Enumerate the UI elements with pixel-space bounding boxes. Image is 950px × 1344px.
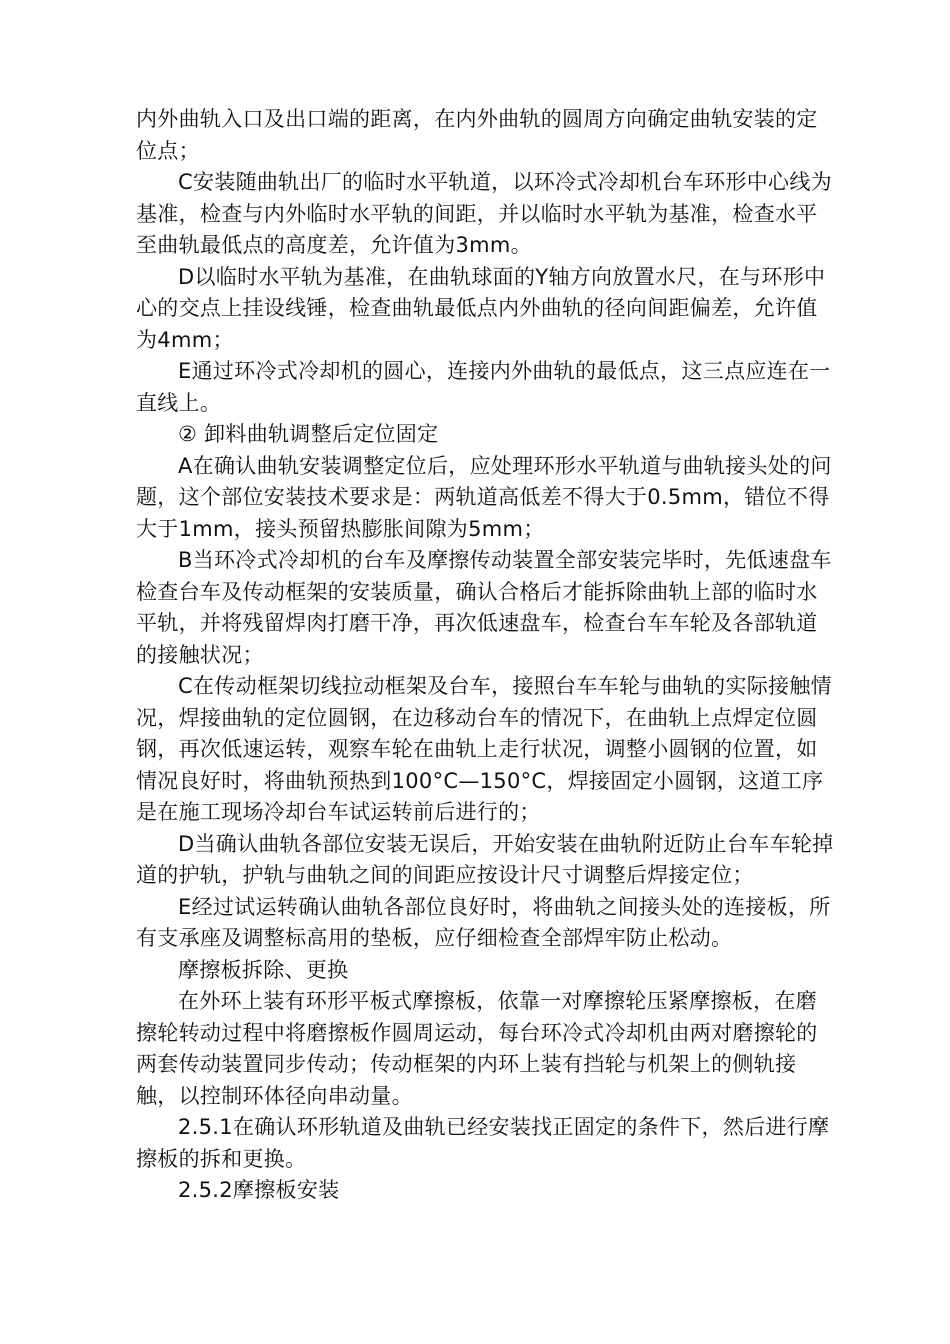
paragraph-friction-plate-description: 在外环上装有环形平板式摩擦板，依靠一对摩擦轮压紧摩擦板，在磨擦轮转动过程中将磨擦板作圆周运动，每台环冷式冷却机由两对磨擦轮的两套传动装置同步传动；传动框架的内环上装有挡轮与机架上的侧轨接触，以控制环体径向串动量。 — [136, 989, 818, 1108]
paragraph-step-b-low-speed-check: B当环冷式冷却机的台车及摩擦传动装置全部安装完毕时，先低速盘车检查台车及传动框架的安装质量，确认合格后才能拆除曲轨上部的临时水平轨，并将残留焊肉打磨干净，再次低速盘车，检查台车车轮及各部轨道的接触状况； — [136, 548, 832, 667]
document-body — [136, 104, 838, 1207]
paragraph-step-c-welding-round-steel: C在传动框架切线拉动框架及台车，接照台车车轮与曲轨的实际接触情况，焊接曲轨的定位圆钢，在边移动台车的情况下，在曲轨上点焊定位圆钢，再次低速运转，观察车轮在曲轨上走行状况，调整小圆钢的位置，如情况良好时，将曲轨预热到100°C—150°C，焊接固定小圆钢，这道工序是在施工现场冷却台车试运转前后进行的； — [136, 674, 832, 824]
paragraph-step-e-final-inspection: E经过试运转确认曲轨各部位良好时，将曲轨之间接头处的连接板，所有支承座及调整标高用的垫板，应仔细检查全部焊牢防止松动。 — [136, 894, 831, 950]
section-heading-friction-plate-replacement: 摩擦板拆除、更换 — [178, 957, 349, 982]
paragraph-curve-rail-positioning-point: 内外曲轨入口及出口端的距离，在内外曲轨的圆周方向确定曲轨安装的定位点； — [136, 107, 818, 163]
paragraph-step-d-level-check: D以临时水平轨为基准，在曲轨球面的Y轴方向放置水尺，在与环形中心的交点上挂设线锤，检查曲轨最低点内外曲轨的径向间距偏差，允许值为4mm； — [136, 264, 826, 352]
paragraph-step-a-joint-requirements: A在确认曲轨安装调整定位后，应处理环形水平轨道与曲轨接头处的问题，这个部位安装技术要求是：两轨道高低差不得大于0.5mm，错位不得大于1mm，接头预留热膨胀间隙为5mm； — [136, 453, 832, 541]
section-heading-fixing-after-adjustment: ② 卸料曲轨调整后定位固定 — [178, 422, 439, 446]
paragraph-step-e-alignment: E通过环冷式冷却机的圆心，连接内外曲轨的最低点，这三点应连在一直线上。 — [136, 359, 831, 415]
paragraph-2-5-2-heading: 2.5.2摩擦板安装 — [178, 1178, 340, 1202]
paragraph-2-5-1: 2.5.1在确认环形轨道及曲轨已经安装找正固定的条件下，然后进行摩擦板的拆和更换。 — [136, 1115, 830, 1171]
paragraph-step-c-temporary-rail: C安装随曲轨出厂的临时水平轨道，以环冷式冷却机台车环形中心线为基准，检查与内外临时水平轨的间距，并以临时水平轨为基准，检查水平至曲轨最低点的高度差，允许值为3mm。 — [136, 170, 832, 257]
paragraph-step-d-guard-rail: D当确认曲轨各部位安装无误后，开始安装在曲轨附近防止台车车轮掉道的护轨，护轨与曲轨之间的间距应按设计尺寸调整后焊接定位； — [136, 831, 834, 887]
